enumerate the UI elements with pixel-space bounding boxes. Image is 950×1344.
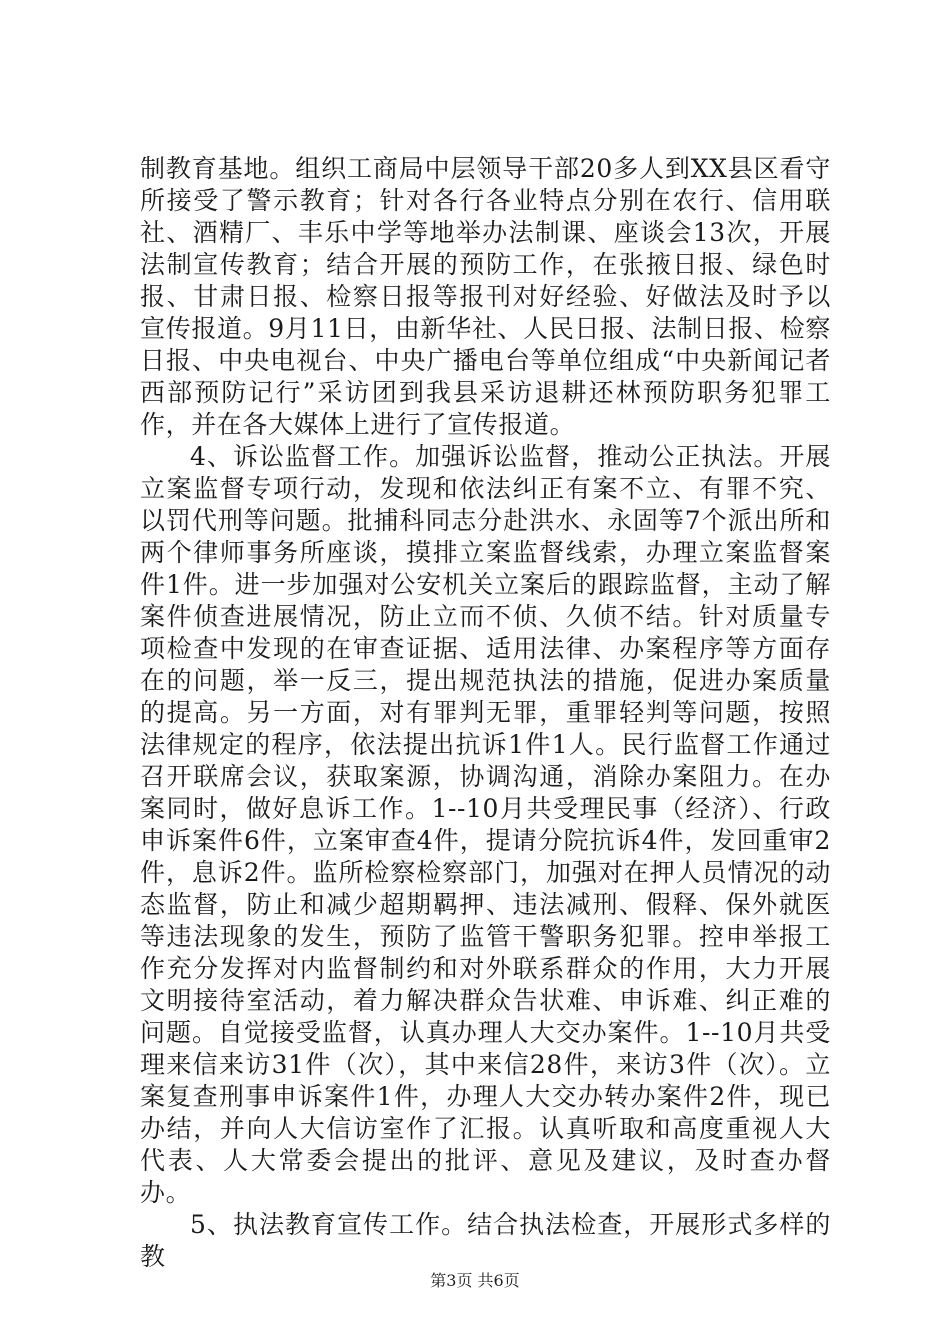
- paragraph-law-education: 5、执法教育宣传工作。结合执法检查，开展形式多样的教: [140, 1210, 831, 1271]
- page-footer: 第3页 共6页: [430, 1271, 520, 1290]
- paragraph-litigation-supervision: 4、诉讼监督工作。加强诉讼监督，推动公正执法。开展立案监督专项行动，发现和依法纠正有案不立、有罪不究、以罚代刑等问题。批捕科同志分赴洪水、永固等7个派出所和两个律师事务所座谈，摸排立案监督线索，办理立案监督案件1件。进一步加强对公安机关立案后的跟踪监督，主动了解案件侦查进展情况，防止立而不侦、久侦不结。针对质量专项检查中发现的在审查证据、适用法律、办案程序等方面存在的问题，举一反三，提出规范执法的措施，促进办案质量的提高。另一方面，对有罪判无罪，重罪轻判等问题，按照法律规定的程序，依法提出抗诉1件1人。民行监督工作通过召开联席会议，获取案源，协调沟通，消除办案阻力。在办案同时，做好息诉工作。1--10月共受理民事（经济）、行政申诉案件6件，立案审查4件，提请分院抗诉4件，发回重审2件，息诉2件。监所检察检察部门，加强对在押人员情况的动态监督，防止和减少超期羁押、违法减刑、假释、保外就医等违法现象的发生，预防了监管干警职务犯罪。控申举报工作充分发挥对内监督制约和对外联系群众的作用，大力开展文明接待室活动，着力解决群众告状难、申诉难、纠正难的问题。自觉接受监督，认真办理人大交办案件。1--10月共受理来信来访31件（次），其中来信28件，来访3件（次）。立案复查刑事申诉案件1件，办理人大交办转办案件2件，现已办结，并向人大信访室作了汇报。认真听取和高度重视人大代表、人大常委会提出的批评、意见及建议，及时查办督办。: [140, 442, 831, 1207]
- document-body: [140, 153, 831, 1273]
- paragraph-continuation: 制教育基地。组织工商局中层领导干部20多人到XX县区看守所接受了警示教育；针对各行各业特点分别在农行、信用联社、酒精厂、丰乐中学等地举办法制课、座谈会13次，开展法制宣传教育；结合开展的预防工作，在张掖日报、绿色时报、甘肃日报、检察日报等报刊对好经验、好做法及时予以宣传报道。9月11日，由新华社、人民日报、法制日报、检察日报、中央电视台、中央广播电台等单位组成“中央新闻记者西部预防记行”采访团到我县采访退耕还林预防职务犯罪工作，并在各大媒体上进行了宣传报道。: [140, 154, 831, 439]
